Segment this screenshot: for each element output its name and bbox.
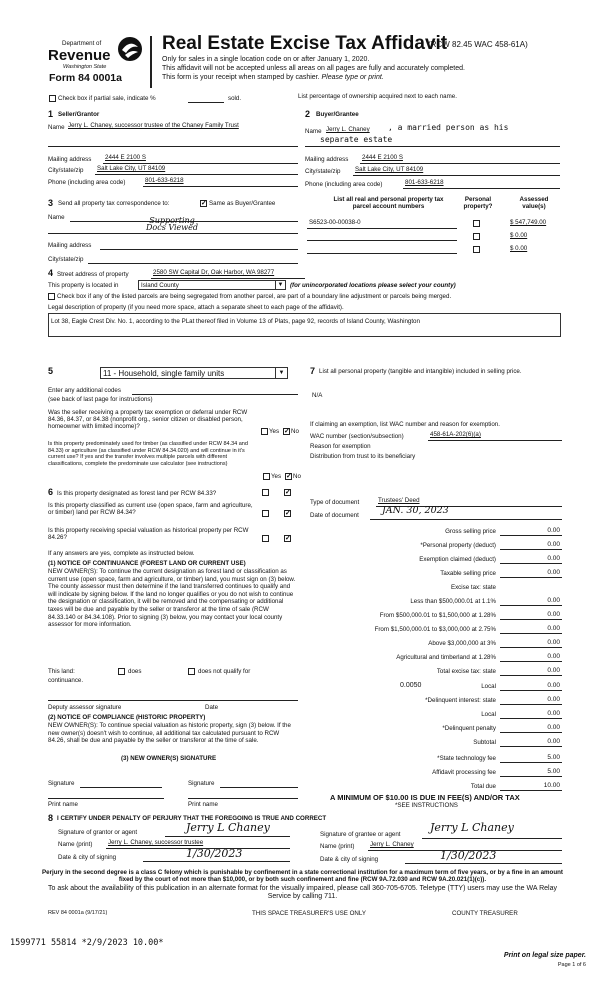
print-name-label: Print name xyxy=(48,801,78,808)
notice-2-title: (2) NOTICE OF COMPLIANCE (HISTORIC PROPERTY) xyxy=(48,714,206,721)
print-name-label-2: Print name xyxy=(188,801,218,808)
s6-q2-yes-checkbox[interactable] xyxy=(262,510,269,517)
doc-type-label: Type of document xyxy=(310,499,360,506)
grantee-date-field[interactable]: 1/30/2023 xyxy=(440,849,497,862)
grantor-name-label: Name (print) xyxy=(58,841,93,848)
calc-value[interactable]: 0.00 xyxy=(547,527,560,534)
dept-brand: Revenue xyxy=(48,47,111,64)
s5-q1-no-checkbox[interactable]: ✓ xyxy=(284,428,290,435)
doc-date-label: Date of document xyxy=(310,512,359,519)
county-treasurer: COUNTY TREASURER xyxy=(452,910,518,917)
alternate-format-note: To ask about the availability of this publication in an alternate format for the visually impaired, please call 360-705-6705. Teletype (TTY) users may use the WA Relay Service by calling 711. xyxy=(48,885,557,900)
county-note: (for unincorporated locations please select your county) xyxy=(290,282,456,289)
s6-question-3: Is this property receiving special valuation as historical property per RCW 84.26? xyxy=(48,527,249,541)
seller-name-field[interactable]: Jerry L. Chaney, successor trustee of the Chaney Family Trust xyxy=(68,122,239,129)
doc-type-field[interactable]: Trustees' Deed xyxy=(378,497,420,504)
section-7-number: 7 xyxy=(310,366,316,376)
seller-city-label: City/state/zip xyxy=(48,167,84,174)
street-field[interactable]: 2580 SW Capital Dr, Oak Harbor, WA 98277 xyxy=(153,269,275,276)
grantor-signature[interactable]: Jerry L Chaney xyxy=(186,821,270,834)
personal-property-label: List all personal property (tangible and intangible) included in selling price. xyxy=(319,368,522,375)
street-label: Street address of property xyxy=(57,271,129,278)
calc-label: Gross selling price xyxy=(445,528,496,535)
header-note-3: This form is your receipt when stamped by cashier. Please type or print. xyxy=(162,74,384,81)
calc-label: Agricultural and timberland at 1.28% xyxy=(396,654,496,661)
buyer-name-label: Name xyxy=(305,128,322,135)
grantee-signature[interactable]: Jerry L Chaney xyxy=(430,821,514,834)
use-code-select[interactable]: 11 - Household, single family units xyxy=(100,367,288,379)
this-land-label: This land: xyxy=(48,668,75,675)
dept-state: Washington State xyxy=(63,64,107,70)
calc-label: Taxable selling price xyxy=(440,570,496,577)
calc-label: Subtotal xyxy=(473,739,496,746)
calc-label: Affidavit processing fee xyxy=(432,769,496,776)
same-as-buyer-checkbox[interactable]: ✓ xyxy=(201,200,207,207)
calc-label: Local xyxy=(481,683,496,690)
calc-value[interactable]: 5.00 xyxy=(547,754,560,761)
calc-value[interactable]: 5.00 xyxy=(547,768,560,775)
section-2-number: 2 xyxy=(305,109,311,119)
calc-value[interactable]: 0.00 xyxy=(547,696,560,703)
wac-field[interactable]: 458-61A-202(6)(a) xyxy=(430,431,481,438)
s6-q2-no-checkbox[interactable]: ✓ xyxy=(285,510,291,517)
seller-name-label: Name xyxy=(48,124,65,131)
seller-title: Seller/Grantor xyxy=(58,111,100,118)
notice-1-body: NEW OWNER(S): To continue the current designation as forest land or classification as current use (open space, farm and agriculture, or timber) land, you must sign on (3) below. The county assessor must then determine if the land transferred continues to qualify and will indicate by signing below. If the land no longer qualifies or you do not wish to continue the designation or classification, it will be removed and the compensating or additional taxes will be due and payable by the seller or transferor at the time of sale (RCW 84.33.140 or 84.34.108). Prior to signing (3) below, you may contact your local county assessor for more information. xyxy=(48,568,296,629)
s6-if-yes: If any answers are yes, complete as instructed below. xyxy=(48,550,195,557)
calc-label: From $1,500,000.01 to $3,000,000 at 2.75% xyxy=(374,626,496,633)
exemption-label: If claiming an exemption, list WAC number and reason for exemption. xyxy=(310,421,500,428)
grantor-date-field[interactable]: 1/30/2023 xyxy=(186,847,243,860)
does-label: does xyxy=(128,668,142,675)
notice-1-title: (1) NOTICE OF CONTINUANCE (FOREST LAND OR CURRENT USE) xyxy=(48,560,246,567)
buyer-name-field[interactable]: Jerry L. Chaney xyxy=(326,126,370,133)
located-label: This property is located in xyxy=(48,282,119,289)
certify-label: I CERTIFY UNDER PENALTY OF PERJURY THAT THE FOREGOING IS TRUE AND CORRECT xyxy=(57,815,327,822)
new-owner-sig-title: (3) NEW OWNER(S) SIGNATURE xyxy=(121,755,217,762)
dept-line: Department of xyxy=(62,40,102,47)
section-3-number: 3 xyxy=(48,198,54,208)
s6-q1-yes-checkbox[interactable] xyxy=(262,489,269,496)
s5-q2-no-checkbox[interactable]: ✓ xyxy=(286,473,292,480)
calc-label: Exemption claimed (deduct) xyxy=(419,556,496,563)
local-rate[interactable]: 0.0050 xyxy=(400,682,422,689)
no-label: No xyxy=(291,428,299,435)
calc-label: *Delinquent penalty xyxy=(442,725,496,732)
calc-value[interactable]: 0.00 xyxy=(547,653,560,660)
sold-label: sold. xyxy=(228,95,242,102)
legal-label: Legal description of property (if you need more space, attach a separate sheet to each page of the affidavit). xyxy=(48,304,344,311)
form-title-ref: (RCW 82.45 WAC 458-61A) xyxy=(428,40,528,49)
notice-2-body: NEW OWNER(S): To continue special valuation as historic property, sign (3) below. If the new owner(s) doesn't wish to continue, all additional tax calculated pursuant to RCW 84.26, shall be due and payable by the seller or transferor at the time of sale. xyxy=(48,722,291,745)
header-note-2: This affidavit will not be accepted unless all areas on all pages are fully and accurately completed. xyxy=(162,65,465,72)
calc-label: *Delinquent interest: state xyxy=(425,697,496,704)
calc-label: From $500,000.01 to $1,500,000 at 1.28% xyxy=(379,612,496,619)
segregated-checkbox[interactable] xyxy=(48,293,55,300)
seller-phone-field[interactable]: 801-633-6218 xyxy=(145,177,184,184)
grantee-signature-label: Signature of grantee or agent xyxy=(320,831,401,838)
buyer-mailing-label: Mailing address xyxy=(305,156,349,163)
parcel-header: List all real and personal property tax parcel account numbers xyxy=(333,196,444,210)
corr-city-label: City/state/zip xyxy=(48,256,84,263)
personal-property-checkbox[interactable] xyxy=(473,220,480,227)
section-4-number: 4 xyxy=(48,268,54,278)
deputy-date-label: Date xyxy=(205,704,219,711)
county-select[interactable]: Island County xyxy=(138,280,286,290)
corr-mailing-label: Mailing address xyxy=(48,242,92,249)
grantee-date-label: Date & city of signing xyxy=(320,856,379,863)
personal-property-checkbox[interactable] xyxy=(473,233,480,240)
parcel-number[interactable]: S6523-00-00038-0 xyxy=(309,219,361,226)
does-checkbox[interactable] xyxy=(118,668,125,675)
segregated-label: Check box if any of the listed parcels are being segregated from another parcel, are part of a boundary line adjustment or parcels being merged. xyxy=(57,293,452,300)
assessed-value[interactable]: $ 0.00 xyxy=(510,245,528,252)
section-8-number: 8 xyxy=(48,813,54,823)
s6-question-1: Is this property designated as forest land per RCW 84.33? xyxy=(57,490,217,497)
buyer-phone-label: Phone (including area code) xyxy=(305,181,383,188)
form-number: Form 84 0001a xyxy=(49,72,122,84)
form-title: Real Estate Excise Tax Affidavit xyxy=(162,33,448,54)
seller-city-field[interactable]: Salt Lake City, UT 84109 xyxy=(97,165,166,172)
deputy-signature-label: Deputy assessor signature xyxy=(48,704,122,711)
grantor-signature-label: Signature of grantor or agent xyxy=(58,829,138,836)
calc-value[interactable]: 0.00 xyxy=(547,639,560,646)
calc-value[interactable]: 0.00 xyxy=(547,555,560,562)
calc-label: Excise tax: state xyxy=(450,584,496,591)
does-not-checkbox[interactable] xyxy=(188,668,195,675)
calc-label: Total excise tax: state xyxy=(436,668,496,675)
legal-paper-note: Print on legal size paper. xyxy=(503,952,586,959)
same-as-buyer-label: Same as Buyer/Grantee xyxy=(209,200,276,207)
continuance-label: continuance. xyxy=(48,677,84,684)
see-instructions: *SEE INSTRUCTIONS xyxy=(395,802,458,809)
partial-sale-checkbox[interactable] xyxy=(49,95,56,102)
owner-signature-label-2: Signature xyxy=(188,780,215,787)
reason-label: Reason for exemption xyxy=(310,443,371,450)
s6-q3-no-checkbox[interactable]: ✓ xyxy=(285,535,291,542)
calc-label: *State technology fee xyxy=(437,755,496,762)
receipt-stamp: 1599771 55814 *2/9/2023 10.00* xyxy=(10,938,164,948)
personal-property-value[interactable]: N/A xyxy=(312,392,323,399)
s5-question-1: Was the seller receiving a property tax exemption or deferral under RCW 84.36, 84.37, or 84.38 (nonprofit org., senior citizen or disabled person, homeowner with limited income)? xyxy=(48,409,248,430)
grantor-name-field[interactable]: Jerry L. Chaney, successor trustee xyxy=(108,839,204,846)
owner-signature-label: Signature xyxy=(48,780,75,787)
buyer-title: Buyer/Grantee xyxy=(316,111,359,118)
seller-mailing-label: Mailing address xyxy=(48,156,92,163)
s5-question-2: Is this property predominately used for timber (as classified under RCW 84.34 and 84.33) or agriculture (as classified under RCW 84.34.020) and will continue in it's current use? If yes and the transfer involves multiple parcels with different classifications, complete the predominate use calculator (see instructions) xyxy=(48,441,248,467)
seller-phone-label: Phone (including area code) xyxy=(48,179,126,186)
additional-codes-note: (see back of last page for instructions) xyxy=(48,396,153,403)
seller-mailing-field[interactable]: 2444 E 2100 S xyxy=(105,154,146,161)
yes-label: Yes xyxy=(271,473,282,480)
header-note-1: Only for sales in a single location code on or after January 1, 2020. xyxy=(162,56,370,63)
calc-value[interactable]: 0.00 xyxy=(547,611,560,618)
correspondence-label: Send all property tax correspondence to: xyxy=(58,200,170,207)
assessed-value[interactable]: $ 547,749.00 xyxy=(510,219,547,226)
s5-q2-yes-checkbox[interactable] xyxy=(263,473,270,480)
partial-sale-label: Check box if partial sale, indicate % xyxy=(58,95,156,102)
yes-label: Yes xyxy=(269,428,280,435)
s6-q3-yes-checkbox[interactable] xyxy=(262,535,269,542)
additional-codes-label: Enter any additional codes xyxy=(48,387,121,394)
minimum-due-note: A MINIMUM OF $10.00 IS DUE IN FEE(S) AND/OR TAX xyxy=(330,793,520,802)
personal-header: Personal property? xyxy=(463,196,493,210)
calc-value[interactable]: 0.00 xyxy=(547,667,560,674)
does-not-label: does not qualify for xyxy=(198,668,251,675)
calc-label: Less than $500,000.01 at 1.1% xyxy=(410,598,496,605)
corr-name-label: Name xyxy=(48,214,65,221)
wac-label: WAC number (section/subsection) xyxy=(310,433,404,440)
calc-value[interactable]: 0.00 xyxy=(547,724,560,731)
buyer-mailing-field[interactable]: 2444 E 2100 S xyxy=(362,154,403,161)
section-1-number: 1 xyxy=(48,109,54,119)
grantee-name-label: Name (print) xyxy=(320,843,355,850)
assessed-value[interactable]: $ 0.00 xyxy=(510,232,528,239)
calc-value[interactable]: 0.00 xyxy=(547,738,560,745)
supporting-docs-stamp: Supporting Docs Viewed xyxy=(146,216,198,232)
no-label: No xyxy=(293,473,301,480)
ownership-list-label: List percentage of ownership acquired next to each name. xyxy=(298,93,457,100)
section-5-number: 5 xyxy=(48,366,54,376)
calc-label: *Personal property (deduct) xyxy=(420,542,496,549)
calc-label: Local xyxy=(481,711,496,718)
calc-value[interactable]: 0.00 xyxy=(547,541,560,548)
calc-label: Above $3,000,000 at 3% xyxy=(428,640,496,647)
calc-value[interactable]: 0.00 xyxy=(547,625,560,632)
chevron-down-icon[interactable]: ▼ xyxy=(275,280,286,290)
buyer-name-typed: , a married person as his xyxy=(388,123,509,132)
reason-field[interactable]: Distribution from trust to its beneficiary xyxy=(310,453,416,460)
calc-value[interactable]: 0.00 xyxy=(547,710,560,717)
treasurer-use-only: THIS SPACE TREASURER'S USE ONLY xyxy=(252,910,366,917)
buyer-phone-field[interactable]: 801-633-6218 xyxy=(405,179,444,186)
calc-value[interactable]: 0.00 xyxy=(547,569,560,576)
buyer-city-field[interactable]: Salt Lake City, UT 84109 xyxy=(355,166,424,173)
doc-date-field[interactable]: JAN. 30, 2023 xyxy=(382,505,449,516)
perjury-notice: Perjury in the second degree is a class C felony which is punishable by confinement in a state correctional institution for a maximum term of five years, or by a fine in an amount fixed by the court of not more than $10,000, or by both such confinement and fine (RCW 9A.72.030 and RCW 9A.20.021(1)(c)). xyxy=(42,869,563,883)
revision-label: REV 84 0001a (9/17/21) xyxy=(48,910,108,916)
legal-description-field[interactable]: Lot 38, Eagle Crest Div. No. 1, according to the PLat thereof filed in Volume 13 of Plats, page 92, records of Island County, Washington xyxy=(48,313,561,337)
revenue-emblem-icon xyxy=(116,35,144,63)
chevron-down-icon[interactable]: ▼ xyxy=(275,367,288,379)
section-6-number: 6 xyxy=(48,487,54,497)
s5-q1-yes-checkbox[interactable] xyxy=(261,428,268,435)
assessed-header: Assessed value(s) xyxy=(519,196,549,210)
personal-property-checkbox[interactable] xyxy=(473,246,480,253)
buyer-city-label: City/state/zip xyxy=(305,168,341,175)
calc-label: Total due xyxy=(470,783,496,790)
grantee-name-field[interactable]: Jerry L. Chaney xyxy=(370,841,414,848)
s6-q1-no-checkbox[interactable]: ✓ xyxy=(285,489,291,496)
grantor-date-label: Date & city of signing xyxy=(58,854,117,861)
calc-value[interactable]: 0.00 xyxy=(547,682,560,689)
buyer-name-typed-2: separate estate xyxy=(320,135,393,144)
calc-value[interactable]: 0.00 xyxy=(547,597,560,604)
calc-value[interactable]: 10.00 xyxy=(543,782,560,789)
page-number: Page 1 of 6 xyxy=(557,962,586,968)
s6-question-2: Is this property classified as current use (open space, farm and agriculture, or timber) land per RCW 84.34? xyxy=(48,502,253,516)
